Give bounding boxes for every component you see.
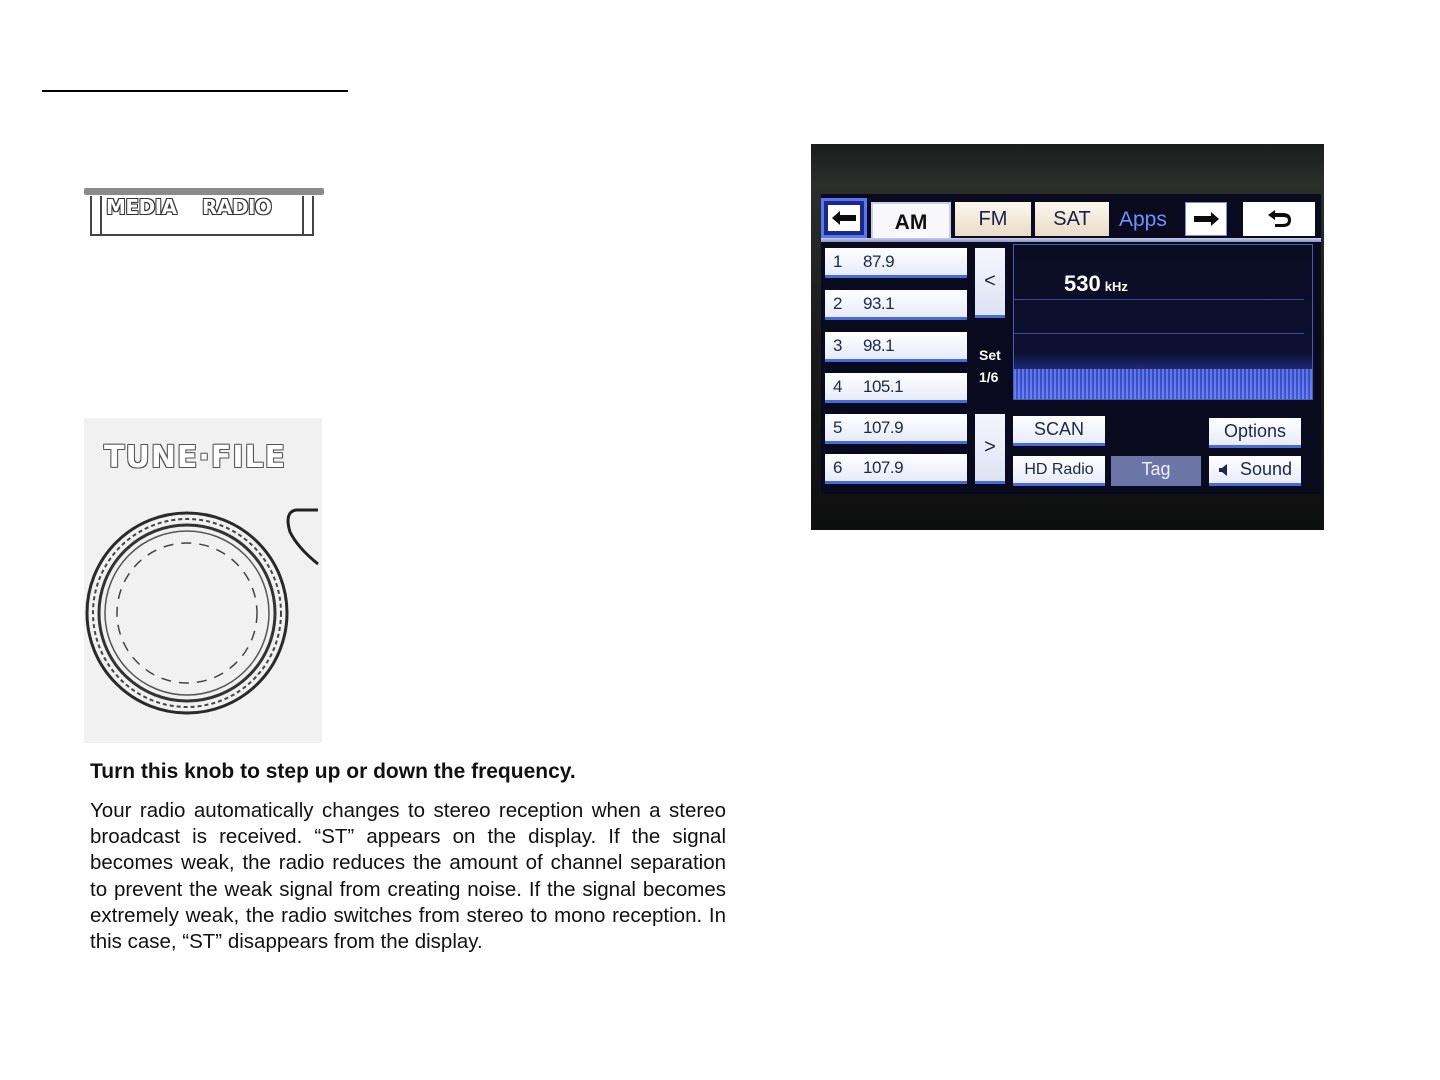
frequency-value: 530 [1064, 271, 1101, 296]
sound-label: Sound [1239, 459, 1293, 479]
hd-radio-button[interactable]: HD Radio [1013, 456, 1105, 486]
frequency-unit: kHz [1104, 279, 1128, 294]
preset-frequency: 105.1 [863, 376, 904, 396]
preset-frequency: 107.9 [863, 457, 904, 477]
return-button[interactable] [1243, 202, 1315, 236]
panel-edge [84, 188, 324, 195]
preset-frequency: 93.1 [863, 293, 895, 313]
return-icon [1265, 209, 1293, 229]
radio-label: RADIO [202, 195, 272, 219]
tab-sat-label: SAT [1053, 207, 1091, 230]
preset-frequency: 107.9 [863, 417, 904, 437]
tab-sat[interactable] [1035, 202, 1109, 236]
back-arrow-button[interactable] [821, 198, 867, 238]
preset-number: 3 [833, 335, 843, 355]
tab-fm[interactable] [955, 202, 1031, 236]
tab-underline [821, 238, 1321, 242]
set-label: Set [979, 347, 1001, 363]
options-button[interactable]: Options [1209, 418, 1301, 448]
frequency-display [1013, 244, 1313, 400]
tab-am-label: AM [894, 211, 928, 234]
display-divider [1014, 299, 1304, 300]
media-radio-button-illustration [84, 188, 326, 240]
signal-gradient [1014, 369, 1312, 399]
display-divider [1014, 333, 1304, 334]
preset-button[interactable] [825, 332, 967, 362]
instruction-heading: Turn this knob to step up or down the frequency. [90, 760, 576, 783]
preset-number: 1 [833, 251, 843, 271]
preset-frequency: 87.9 [863, 251, 895, 271]
preset-button[interactable] [825, 373, 967, 403]
top-rule [42, 90, 348, 92]
radio-display-screen [821, 194, 1321, 494]
tab-fm-label: FM [978, 207, 1008, 230]
speaker-icon [1218, 463, 1232, 477]
knob-icon [84, 498, 322, 743]
left-arrow-icon [831, 210, 857, 226]
preset-button[interactable] [825, 414, 967, 444]
set-prev-button[interactable]: < [975, 248, 1005, 318]
tune-file-knob-illustration [84, 418, 322, 743]
set-page-indicator: 1/6 [979, 369, 999, 385]
tab-apps[interactable]: Apps [1119, 208, 1167, 231]
instruction-paragraph: Your radio automatically changes to stereo reception when a stereo broadcast is received. “ST” appears on the display. If the signal becomes weak, the radio reduces the amount of channel separation to prevent the weak signal from creating noise. If the signal becomes extremely weak, the radio switches from stereo to mono reception. In this case, “ST” disappears from the display. [90, 799, 726, 954]
preset-number: 6 [833, 457, 843, 477]
preset-button[interactable] [825, 290, 967, 320]
set-next-button[interactable]: > [975, 414, 1005, 484]
tune-file-label: TUNE·FILE [104, 440, 287, 475]
media-label: MEDIA [106, 195, 177, 219]
current-frequency [1064, 271, 1128, 297]
radio-screen-photo [811, 144, 1324, 530]
preset-number: 2 [833, 293, 843, 313]
tag-button[interactable]: Tag [1111, 456, 1201, 486]
preset-frequency: 98.1 [863, 335, 895, 355]
tab-am[interactable] [871, 202, 951, 242]
scan-button[interactable]: SCAN [1013, 416, 1105, 446]
right-arrow-icon [1192, 211, 1220, 227]
sound-button[interactable] [1209, 456, 1301, 486]
preset-button[interactable] [825, 248, 967, 278]
preset-number: 4 [833, 376, 843, 396]
preset-button[interactable] [825, 454, 967, 484]
preset-number: 5 [833, 417, 843, 437]
forward-arrow-button[interactable] [1185, 202, 1227, 236]
